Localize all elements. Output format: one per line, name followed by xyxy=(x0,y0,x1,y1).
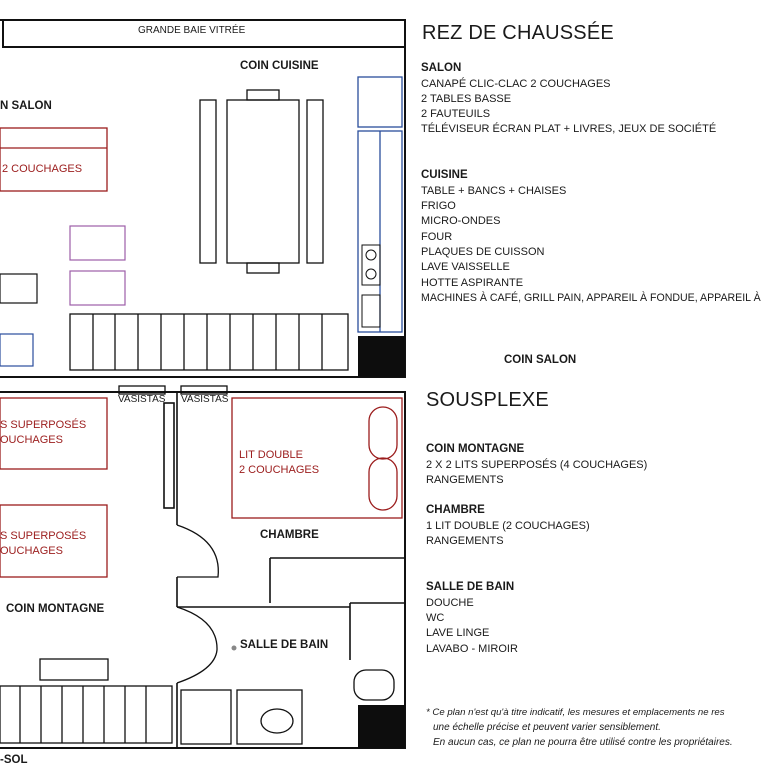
kitchen-cabinet-top xyxy=(358,77,402,127)
low-table-1 xyxy=(70,226,125,260)
armchair xyxy=(0,274,37,303)
coin-cuisine-label: COIN CUISINE xyxy=(240,60,319,72)
legend-cuisine-item: MICRO-ONDES xyxy=(421,215,501,227)
door-swings xyxy=(177,525,218,683)
grande-baie-label: GRANDE BAIE VITRÉE xyxy=(138,25,246,36)
legend-cuisine-item: FOUR xyxy=(421,231,453,243)
disclaimer-line: une échelle précise et peuvent varier sensiblement. xyxy=(433,722,661,733)
bath-cabinet xyxy=(181,690,231,744)
legend-coin-montagne-item: 2 X 2 LITS SUPERPOSÉS (4 COUCHAGES) xyxy=(426,459,648,471)
legend-salon-item: 2 TABLES BASSE xyxy=(421,93,512,105)
lit-double-label-line1: LIT DOUBLE xyxy=(239,449,303,461)
storage-box xyxy=(40,659,108,680)
bunk-1-label-line1: S SUPERPOSÉS xyxy=(0,419,87,431)
chair-top xyxy=(247,90,279,100)
kitchen-appliances xyxy=(362,245,380,327)
bathroom-door xyxy=(177,607,217,683)
legend-coin-montagne-title: COIN MONTAGNE xyxy=(426,443,525,455)
legend-coin-salon: COIN SALON xyxy=(504,354,577,366)
legend-cuisine-item: LAVE VAISSELLE xyxy=(421,261,510,273)
legend-salle-de-bain-item: LAVABO - MIROIR xyxy=(426,643,518,655)
legend-chambre-title: CHAMBRE xyxy=(426,504,485,516)
kitchen-units xyxy=(358,77,402,332)
disclaimer-line: En aucun cas, ce plan ne pourra être utilisé contre les propriétaires. xyxy=(433,737,733,748)
wc xyxy=(354,670,394,700)
disclaimer-line: * Ce plan n'est qu'à titre indicatif, les mesures et emplacements ne res xyxy=(426,707,725,718)
vasistas-label-2: VASISTAS xyxy=(181,394,229,405)
legend-salle-de-bain-item: WC xyxy=(426,612,445,624)
upper-dark-block xyxy=(358,336,405,377)
legend-salle-de-bain-item: DOUCHE xyxy=(426,597,474,609)
pillow-2 xyxy=(369,458,397,510)
chambre-label: CHAMBRE xyxy=(260,529,319,541)
legend-cuisine-title: CUISINE xyxy=(421,169,468,181)
legend-chambre-item: RANGEMENTS xyxy=(426,535,504,547)
bunk-2-label-line1: S SUPERPOSÉS xyxy=(0,530,87,542)
legend-salon-item: CANAPÉ CLIC-CLAC 2 COUCHAGES xyxy=(421,78,611,90)
sousplexe-title: SOUSPLEXE xyxy=(426,389,549,411)
chair-bottom xyxy=(247,263,279,273)
legend-cuisine-item: PLAQUES DE CUISSON xyxy=(421,246,545,258)
bench-left xyxy=(200,100,216,263)
legend-salle-de-bain-item: LAVE LINGE xyxy=(426,627,490,639)
legend-chambre-item: 1 LIT DOUBLE (2 COUCHAGES) xyxy=(426,520,590,532)
upper-staircase xyxy=(70,314,348,370)
legend-coin-montagne-item: RANGEMENTS xyxy=(426,474,504,486)
sous-sol-label: -SOL xyxy=(0,754,28,766)
rez-de-chaussee-title: REZ DE CHAUSSÉE xyxy=(422,22,614,44)
bunk-2-label-line2: OUCHAGES xyxy=(0,545,63,557)
partition-column xyxy=(164,403,174,508)
legend-salon-item: 2 FAUTEUILS xyxy=(421,108,491,120)
lit-double-label-line2: 2 COUCHAGES xyxy=(239,464,320,476)
rez-de-chaussee-walls xyxy=(0,20,405,377)
pillow-1 xyxy=(369,407,397,459)
legend-cuisine-item: HOTTE ASPIRANTE xyxy=(421,277,524,289)
dining-set xyxy=(200,90,323,273)
legend-salle-de-bain-title: SALLE DE BAIN xyxy=(426,581,515,593)
bench-right xyxy=(307,100,323,263)
sofa xyxy=(0,128,107,191)
legend-cuisine-item: FRIGO xyxy=(421,200,456,212)
coin-montagne-label: COIN MONTAGNE xyxy=(6,603,105,615)
chambre-door xyxy=(177,525,218,577)
legend-salon-item: TÉLÉVISEUR ÉCRAN PLAT + LIVRES, JEUX DE SOCIÉTÉ xyxy=(421,123,717,135)
legend-cuisine-item: MACHINES À CAFÉ, GRILL PAIN, APPAREIL À FONDUE, APPAREIL À xyxy=(421,292,761,304)
tv-unit xyxy=(0,334,33,366)
vasistas-label-1: VASISTAS xyxy=(118,394,166,405)
sofa-label: 2 COUCHAGES xyxy=(2,163,83,175)
sink xyxy=(362,295,380,327)
low-tables xyxy=(70,226,125,305)
bunk-1-label-line2: OUCHAGES xyxy=(0,434,63,446)
dining-table xyxy=(227,100,299,263)
lower-staircase xyxy=(0,686,172,743)
lower-dark-block xyxy=(358,705,405,748)
upper-outer-wall xyxy=(0,20,405,377)
low-table-2 xyxy=(70,271,125,305)
legend-cuisine-item: TABLE + BANCS + CHAISES xyxy=(421,185,567,197)
salle-de-bain-label: SALLE DE BAIN xyxy=(240,639,329,651)
legend-salon-title: SALON xyxy=(421,62,462,74)
salon-label: N SALON xyxy=(0,100,52,112)
